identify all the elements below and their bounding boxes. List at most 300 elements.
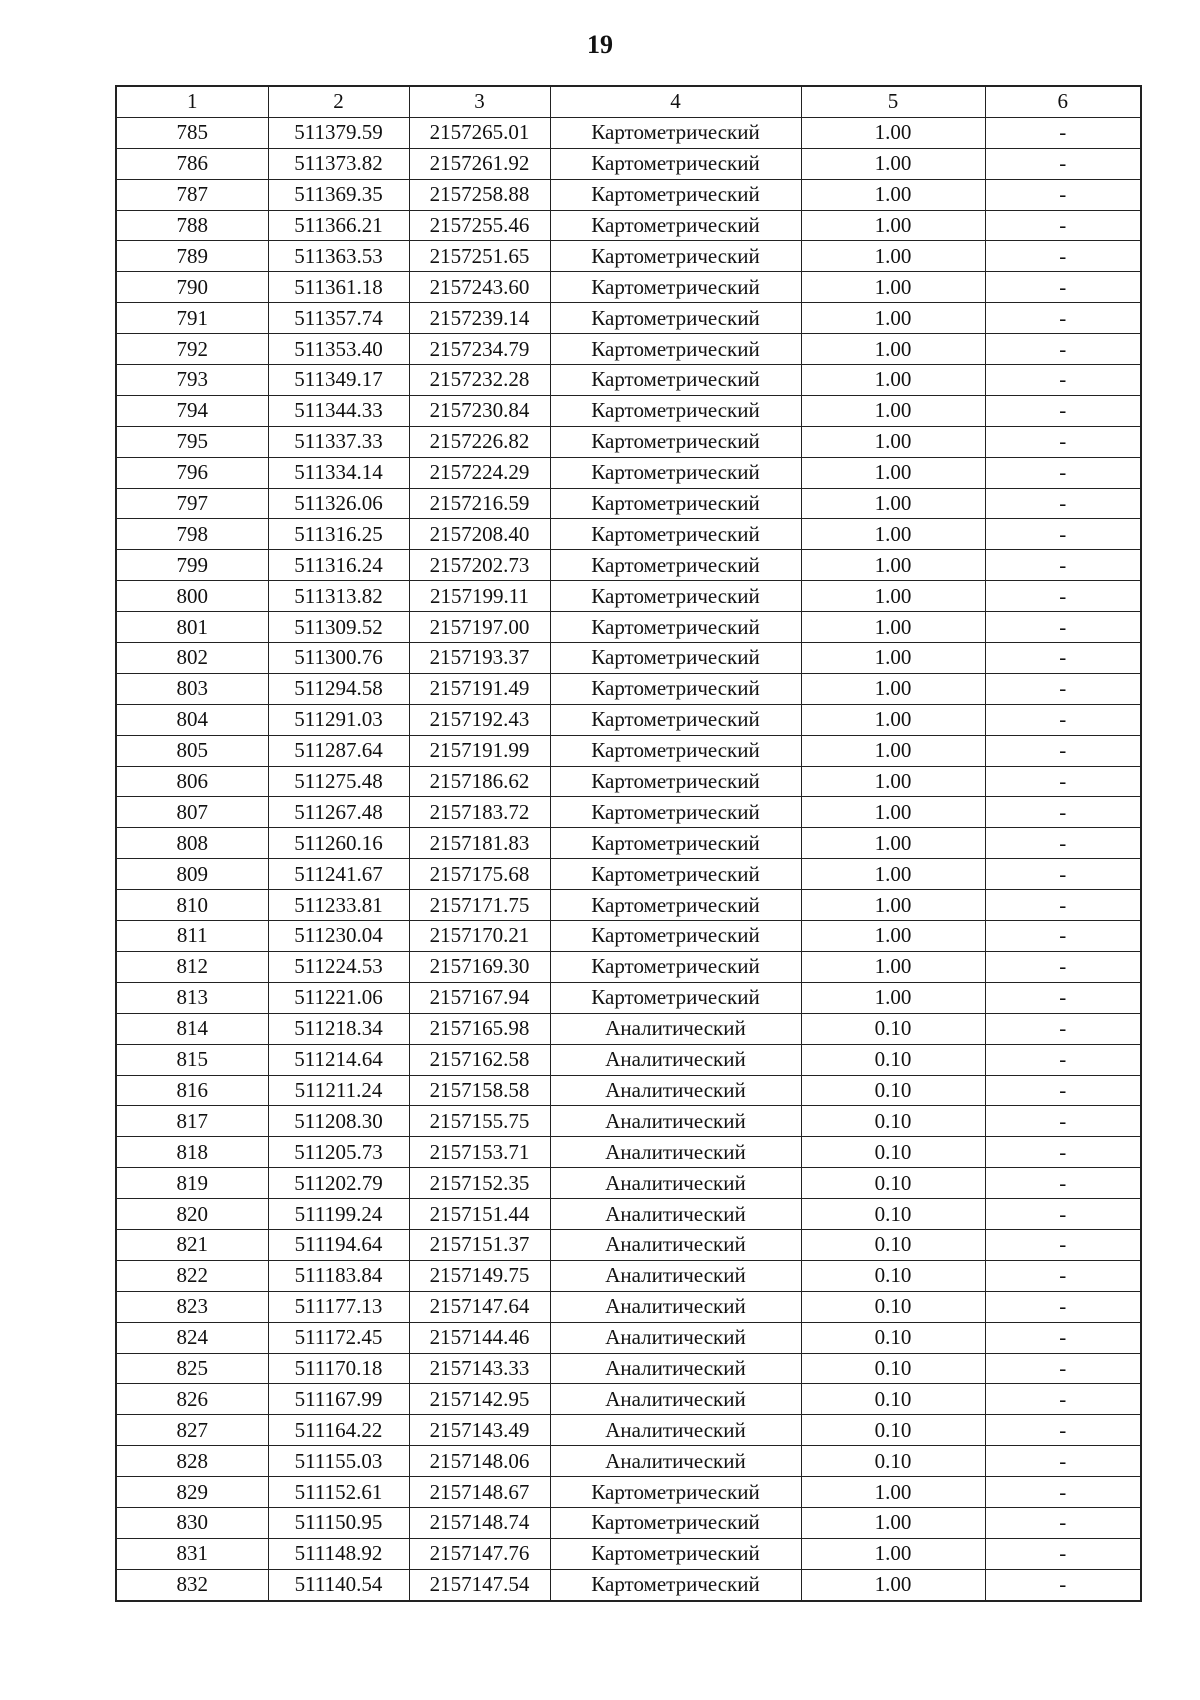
table-row (116, 117, 1141, 148)
cell-method: Аналитический (550, 1106, 801, 1137)
table-row (116, 1044, 1141, 1075)
cell-method: Картометрический (550, 828, 801, 859)
cell-y-coordinate: 2157183.72 (409, 797, 550, 828)
table-row (116, 241, 1141, 272)
cell-note: - (985, 1415, 1141, 1446)
cell-method: Картометрический (550, 890, 801, 921)
cell-note: - (985, 643, 1141, 674)
cell-accuracy: 1.00 (801, 859, 985, 890)
cell-accuracy: 0.10 (801, 1137, 985, 1168)
cell-note: - (985, 1260, 1141, 1291)
cell-note: - (985, 735, 1141, 766)
cell-point-number: 823 (116, 1291, 268, 1322)
cell-accuracy: 1.00 (801, 643, 985, 674)
cell-x-coordinate: 511373.82 (268, 148, 409, 179)
cell-method: Картометрический (550, 365, 801, 396)
cell-x-coordinate: 511366.21 (268, 210, 409, 241)
cell-point-number: 808 (116, 828, 268, 859)
cell-method: Картометрический (550, 457, 801, 488)
table-row (116, 395, 1141, 426)
table-row (116, 890, 1141, 921)
cell-accuracy: 1.00 (801, 1507, 985, 1538)
cell-note: - (985, 921, 1141, 952)
cell-point-number: 803 (116, 673, 268, 704)
cell-note: - (985, 1013, 1141, 1044)
table-row (116, 673, 1141, 704)
cell-method: Аналитический (550, 1322, 801, 1353)
cell-accuracy: 1.00 (801, 735, 985, 766)
cell-x-coordinate: 511316.25 (268, 519, 409, 550)
column-header-2: 2 (268, 86, 409, 117)
cell-point-number: 801 (116, 612, 268, 643)
table-row (116, 457, 1141, 488)
cell-accuracy: 1.00 (801, 210, 985, 241)
cell-point-number: 819 (116, 1168, 268, 1199)
table-row (116, 643, 1141, 674)
table-row (116, 1137, 1141, 1168)
cell-method: Картометрический (550, 303, 801, 334)
cell-point-number: 792 (116, 334, 268, 365)
cell-x-coordinate: 511152.61 (268, 1477, 409, 1508)
cell-method: Картометрический (550, 643, 801, 674)
cell-point-number: 829 (116, 1477, 268, 1508)
table-row (116, 1168, 1141, 1199)
cell-x-coordinate: 511164.22 (268, 1415, 409, 1446)
cell-note: - (985, 1322, 1141, 1353)
coordinates-table (115, 85, 1142, 1602)
cell-x-coordinate: 511260.16 (268, 828, 409, 859)
cell-x-coordinate: 511170.18 (268, 1353, 409, 1384)
cell-method: Картометрический (550, 272, 801, 303)
cell-method: Картометрический (550, 612, 801, 643)
cell-y-coordinate: 2157191.49 (409, 673, 550, 704)
cell-x-coordinate: 511334.14 (268, 457, 409, 488)
cell-method: Картометрический (550, 859, 801, 890)
cell-x-coordinate: 511211.24 (268, 1075, 409, 1106)
cell-method: Картометрический (550, 982, 801, 1013)
cell-accuracy: 0.10 (801, 1384, 985, 1415)
cell-y-coordinate: 2157147.54 (409, 1569, 550, 1600)
cell-method: Картометрический (550, 797, 801, 828)
table-row (116, 1013, 1141, 1044)
cell-x-coordinate: 511287.64 (268, 735, 409, 766)
cell-note: - (985, 581, 1141, 612)
cell-method: Аналитический (550, 1260, 801, 1291)
cell-note: - (985, 704, 1141, 735)
cell-method: Картометрический (550, 148, 801, 179)
cell-y-coordinate: 2157191.99 (409, 735, 550, 766)
table-row (116, 704, 1141, 735)
cell-accuracy: 0.10 (801, 1199, 985, 1230)
cell-accuracy: 1.00 (801, 241, 985, 272)
cell-y-coordinate: 2157148.67 (409, 1477, 550, 1508)
table-header-row (116, 86, 1141, 117)
cell-point-number: 799 (116, 550, 268, 581)
cell-accuracy: 1.00 (801, 519, 985, 550)
cell-method: Картометрический (550, 921, 801, 952)
cell-note: - (985, 673, 1141, 704)
cell-note: - (985, 1446, 1141, 1477)
table-row (116, 303, 1141, 334)
cell-note: - (985, 550, 1141, 581)
cell-note: - (985, 334, 1141, 365)
cell-accuracy: 1.00 (801, 704, 985, 735)
table-row (116, 1538, 1141, 1569)
cell-point-number: 812 (116, 951, 268, 982)
cell-x-coordinate: 511205.73 (268, 1137, 409, 1168)
cell-method: Аналитический (550, 1353, 801, 1384)
cell-method: Аналитический (550, 1137, 801, 1168)
cell-x-coordinate: 511150.95 (268, 1507, 409, 1538)
table-row (116, 1353, 1141, 1384)
cell-note: - (985, 797, 1141, 828)
cell-method: Аналитический (550, 1384, 801, 1415)
table-row (116, 426, 1141, 457)
cell-point-number: 807 (116, 797, 268, 828)
cell-y-coordinate: 2157186.62 (409, 766, 550, 797)
cell-accuracy: 0.10 (801, 1044, 985, 1075)
cell-x-coordinate: 511208.30 (268, 1106, 409, 1137)
cell-x-coordinate: 511241.67 (268, 859, 409, 890)
cell-y-coordinate: 2157202.73 (409, 550, 550, 581)
cell-x-coordinate: 511316.24 (268, 550, 409, 581)
cell-accuracy: 1.00 (801, 365, 985, 396)
cell-accuracy: 1.00 (801, 612, 985, 643)
cell-note: - (985, 241, 1141, 272)
cell-method: Аналитический (550, 1075, 801, 1106)
column-header-4: 4 (550, 86, 801, 117)
cell-x-coordinate: 511233.81 (268, 890, 409, 921)
cell-point-number: 796 (116, 457, 268, 488)
cell-point-number: 800 (116, 581, 268, 612)
cell-y-coordinate: 2157143.33 (409, 1353, 550, 1384)
table-row (116, 550, 1141, 581)
cell-note: - (985, 1569, 1141, 1600)
cell-y-coordinate: 2157167.94 (409, 982, 550, 1013)
cell-point-number: 817 (116, 1106, 268, 1137)
table-row (116, 1507, 1141, 1538)
cell-y-coordinate: 2157170.21 (409, 921, 550, 952)
column-header-6: 6 (985, 86, 1141, 117)
cell-point-number: 795 (116, 426, 268, 457)
table-row (116, 1199, 1141, 1230)
cell-method: Картометрический (550, 951, 801, 982)
cell-accuracy: 1.00 (801, 334, 985, 365)
cell-method: Картометрический (550, 735, 801, 766)
cell-y-coordinate: 2157208.40 (409, 519, 550, 550)
cell-x-coordinate: 511172.45 (268, 1322, 409, 1353)
cell-note: - (985, 1229, 1141, 1260)
cell-y-coordinate: 2157152.35 (409, 1168, 550, 1199)
table-row (116, 1415, 1141, 1446)
cell-y-coordinate: 2157142.95 (409, 1384, 550, 1415)
cell-y-coordinate: 2157158.58 (409, 1075, 550, 1106)
table-row (116, 148, 1141, 179)
cell-accuracy: 0.10 (801, 1229, 985, 1260)
cell-point-number: 831 (116, 1538, 268, 1569)
cell-y-coordinate: 2157175.68 (409, 859, 550, 890)
table-row (116, 828, 1141, 859)
cell-method: Картометрический (550, 519, 801, 550)
cell-point-number: 802 (116, 643, 268, 674)
cell-x-coordinate: 511230.04 (268, 921, 409, 952)
cell-accuracy: 1.00 (801, 982, 985, 1013)
cell-accuracy: 0.10 (801, 1322, 985, 1353)
cell-note: - (985, 1137, 1141, 1168)
cell-method: Картометрический (550, 1538, 801, 1569)
cell-accuracy: 1.00 (801, 1477, 985, 1508)
cell-x-coordinate: 511194.64 (268, 1229, 409, 1260)
cell-y-coordinate: 2157151.44 (409, 1199, 550, 1230)
cell-point-number: 790 (116, 272, 268, 303)
cell-y-coordinate: 2157216.59 (409, 488, 550, 519)
cell-method: Картометрический (550, 581, 801, 612)
table-row (116, 519, 1141, 550)
cell-accuracy: 0.10 (801, 1291, 985, 1322)
cell-point-number: 794 (116, 395, 268, 426)
cell-method: Аналитический (550, 1199, 801, 1230)
cell-method: Аналитический (550, 1044, 801, 1075)
cell-x-coordinate: 511148.92 (268, 1538, 409, 1569)
cell-point-number: 806 (116, 766, 268, 797)
cell-point-number: 804 (116, 704, 268, 735)
cell-note: - (985, 1075, 1141, 1106)
cell-accuracy: 1.00 (801, 457, 985, 488)
cell-point-number: 814 (116, 1013, 268, 1044)
cell-y-coordinate: 2157226.82 (409, 426, 550, 457)
table-row (116, 334, 1141, 365)
cell-method: Аналитический (550, 1446, 801, 1477)
cell-note: - (985, 612, 1141, 643)
cell-accuracy: 1.00 (801, 303, 985, 334)
cell-point-number: 818 (116, 1137, 268, 1168)
cell-note: - (985, 859, 1141, 890)
cell-accuracy: 1.00 (801, 921, 985, 952)
cell-y-coordinate: 2157181.83 (409, 828, 550, 859)
table-row (116, 1075, 1141, 1106)
cell-x-coordinate: 511309.52 (268, 612, 409, 643)
cell-x-coordinate: 511214.64 (268, 1044, 409, 1075)
cell-accuracy: 0.10 (801, 1013, 985, 1044)
cell-note: - (985, 210, 1141, 241)
table-row (116, 1384, 1141, 1415)
cell-point-number: 805 (116, 735, 268, 766)
cell-y-coordinate: 2157230.84 (409, 395, 550, 426)
cell-y-coordinate: 2157169.30 (409, 951, 550, 982)
cell-point-number: 828 (116, 1446, 268, 1477)
cell-method: Картометрический (550, 550, 801, 581)
cell-point-number: 813 (116, 982, 268, 1013)
cell-accuracy: 1.00 (801, 272, 985, 303)
cell-y-coordinate: 2157147.76 (409, 1538, 550, 1569)
table-row (116, 1477, 1141, 1508)
cell-note: - (985, 457, 1141, 488)
cell-accuracy: 0.10 (801, 1106, 985, 1137)
cell-accuracy: 0.10 (801, 1446, 985, 1477)
cell-note: - (985, 982, 1141, 1013)
cell-point-number: 810 (116, 890, 268, 921)
cell-accuracy: 1.00 (801, 581, 985, 612)
cell-note: - (985, 890, 1141, 921)
page-number: 19 (587, 30, 613, 59)
cell-x-coordinate: 511221.06 (268, 982, 409, 1013)
cell-method: Картометрический (550, 334, 801, 365)
table-row (116, 365, 1141, 396)
cell-y-coordinate: 2157193.37 (409, 643, 550, 674)
cell-point-number: 824 (116, 1322, 268, 1353)
table-row (116, 1106, 1141, 1137)
cell-x-coordinate: 511199.24 (268, 1199, 409, 1230)
column-header-1: 1 (116, 86, 268, 117)
cell-point-number: 811 (116, 921, 268, 952)
cell-point-number: 832 (116, 1569, 268, 1600)
cell-x-coordinate: 511167.99 (268, 1384, 409, 1415)
table-row (116, 1322, 1141, 1353)
cell-point-number: 821 (116, 1229, 268, 1260)
cell-method: Картометрический (550, 1507, 801, 1538)
cell-point-number: 830 (116, 1507, 268, 1538)
cell-x-coordinate: 511344.33 (268, 395, 409, 426)
cell-x-coordinate: 511218.34 (268, 1013, 409, 1044)
cell-note: - (985, 766, 1141, 797)
cell-note: - (985, 1538, 1141, 1569)
table-row (116, 982, 1141, 1013)
cell-point-number: 797 (116, 488, 268, 519)
cell-accuracy: 0.10 (801, 1353, 985, 1384)
cell-method: Картометрический (550, 488, 801, 519)
cell-point-number: 798 (116, 519, 268, 550)
cell-accuracy: 0.10 (801, 1260, 985, 1291)
cell-point-number: 788 (116, 210, 268, 241)
table-row (116, 1229, 1141, 1260)
table-row (116, 951, 1141, 982)
cell-note: - (985, 117, 1141, 148)
cell-y-coordinate: 2157155.75 (409, 1106, 550, 1137)
column-header-5: 5 (801, 86, 985, 117)
cell-point-number: 822 (116, 1260, 268, 1291)
cell-x-coordinate: 511300.76 (268, 643, 409, 674)
cell-y-coordinate: 2157197.00 (409, 612, 550, 643)
cell-y-coordinate: 2157153.71 (409, 1137, 550, 1168)
cell-x-coordinate: 511369.35 (268, 179, 409, 210)
cell-method: Картометрический (550, 1569, 801, 1600)
cell-x-coordinate: 511267.48 (268, 797, 409, 828)
cell-method: Аналитический (550, 1415, 801, 1446)
table-row (116, 1260, 1141, 1291)
cell-method: Картометрический (550, 395, 801, 426)
cell-note: - (985, 303, 1141, 334)
cell-method: Аналитический (550, 1291, 801, 1322)
cell-accuracy: 1.00 (801, 951, 985, 982)
cell-note: - (985, 179, 1141, 210)
cell-point-number: 785 (116, 117, 268, 148)
cell-x-coordinate: 511349.17 (268, 365, 409, 396)
table-row (116, 272, 1141, 303)
cell-x-coordinate: 511140.54 (268, 1569, 409, 1600)
cell-accuracy: 1.00 (801, 890, 985, 921)
cell-method: Картометрический (550, 766, 801, 797)
cell-y-coordinate: 2157243.60 (409, 272, 550, 303)
cell-y-coordinate: 2157258.88 (409, 179, 550, 210)
cell-note: - (985, 1507, 1141, 1538)
cell-point-number: 815 (116, 1044, 268, 1075)
cell-x-coordinate: 511177.13 (268, 1291, 409, 1322)
cell-accuracy: 0.10 (801, 1415, 985, 1446)
cell-note: - (985, 828, 1141, 859)
cell-accuracy: 1.00 (801, 488, 985, 519)
table-row (116, 179, 1141, 210)
cell-accuracy: 1.00 (801, 179, 985, 210)
cell-y-coordinate: 2157144.46 (409, 1322, 550, 1353)
cell-point-number: 816 (116, 1075, 268, 1106)
cell-y-coordinate: 2157199.11 (409, 581, 550, 612)
cell-point-number: 827 (116, 1415, 268, 1446)
cell-x-coordinate: 511183.84 (268, 1260, 409, 1291)
cell-y-coordinate: 2157148.06 (409, 1446, 550, 1477)
cell-note: - (985, 272, 1141, 303)
cell-accuracy: 1.00 (801, 426, 985, 457)
cell-x-coordinate: 511379.59 (268, 117, 409, 148)
table-row (116, 581, 1141, 612)
cell-method: Аналитический (550, 1229, 801, 1260)
cell-point-number: 791 (116, 303, 268, 334)
cell-note: - (985, 519, 1141, 550)
cell-note: - (985, 1168, 1141, 1199)
cell-y-coordinate: 2157192.43 (409, 704, 550, 735)
cell-x-coordinate: 511361.18 (268, 272, 409, 303)
table-row (116, 210, 1141, 241)
cell-accuracy: 1.00 (801, 1538, 985, 1569)
cell-x-coordinate: 511357.74 (268, 303, 409, 334)
cell-method: Картометрический (550, 673, 801, 704)
cell-accuracy: 0.10 (801, 1168, 985, 1199)
cell-y-coordinate: 2157255.46 (409, 210, 550, 241)
cell-accuracy: 1.00 (801, 117, 985, 148)
table-row (116, 488, 1141, 519)
cell-accuracy: 0.10 (801, 1075, 985, 1106)
table-body (116, 117, 1141, 1600)
cell-point-number: 786 (116, 148, 268, 179)
cell-y-coordinate: 2157265.01 (409, 117, 550, 148)
cell-note: - (985, 395, 1141, 426)
cell-method: Картометрический (550, 117, 801, 148)
cell-note: - (985, 1106, 1141, 1137)
table-row (116, 1569, 1141, 1600)
cell-point-number: 809 (116, 859, 268, 890)
cell-x-coordinate: 511363.53 (268, 241, 409, 272)
cell-note: - (985, 1477, 1141, 1508)
cell-y-coordinate: 2157251.65 (409, 241, 550, 272)
cell-accuracy: 1.00 (801, 797, 985, 828)
cell-x-coordinate: 511155.03 (268, 1446, 409, 1477)
cell-method: Картометрический (550, 426, 801, 457)
cell-method: Картометрический (550, 241, 801, 272)
cell-point-number: 789 (116, 241, 268, 272)
cell-point-number: 820 (116, 1199, 268, 1230)
cell-point-number: 787 (116, 179, 268, 210)
cell-y-coordinate: 2157143.49 (409, 1415, 550, 1446)
cell-x-coordinate: 511353.40 (268, 334, 409, 365)
cell-note: - (985, 1199, 1141, 1230)
cell-y-coordinate: 2157224.29 (409, 457, 550, 488)
cell-x-coordinate: 511224.53 (268, 951, 409, 982)
table-row (116, 735, 1141, 766)
cell-point-number: 793 (116, 365, 268, 396)
cell-method: Картометрический (550, 704, 801, 735)
cell-accuracy: 1.00 (801, 550, 985, 581)
table-row (116, 797, 1141, 828)
cell-note: - (985, 488, 1141, 519)
